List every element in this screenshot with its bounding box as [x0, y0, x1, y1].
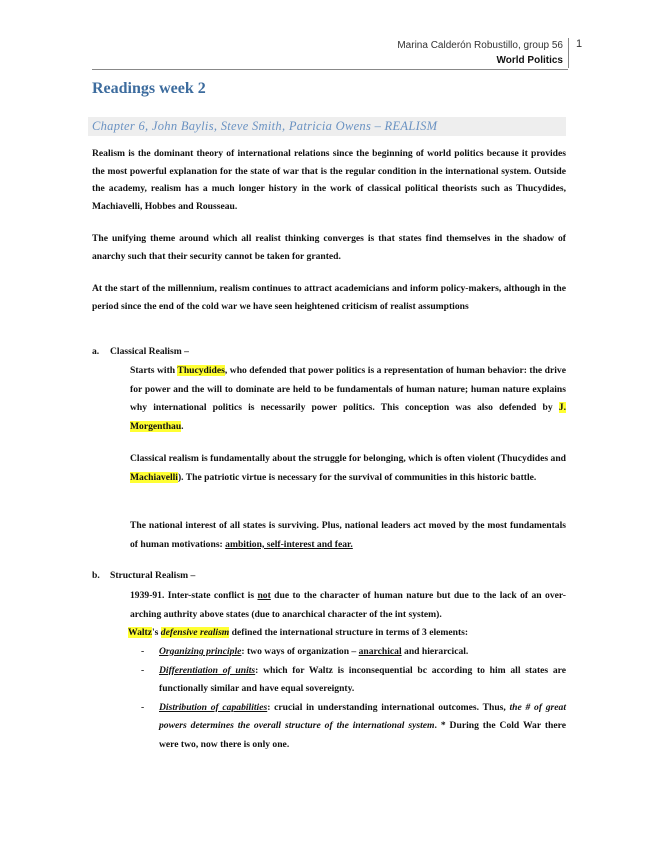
page-number: 1	[576, 38, 583, 50]
section-b-heading	[92, 570, 195, 581]
section-b-label: b.	[92, 570, 100, 581]
highlight-thucydides: Thucydides	[177, 365, 225, 376]
text-run: and hierarcical.	[401, 646, 469, 657]
text-run: due to the character of human nature but due to the lack of an over-arching authrity above states (due to anarchical character of the int system).	[130, 590, 566, 620]
text-run: : which for Waltz is inconsequential bc according to him all states are functionally similar and have equal sovereignty.	[159, 664, 566, 694]
text-run: defined the international structure in terms of 3 elements:	[229, 627, 469, 638]
paragraph-3: At the start of the millennium, realism continues to attract academicians and inform policy-makers, although in the period since the end of the cold war we have seen heightened criticism of realist assumptions	[92, 283, 566, 312]
classical-paragraph-1	[130, 362, 566, 436]
classical-paragraph-3	[130, 517, 566, 554]
text-run: 's	[151, 627, 161, 638]
section-a-label: a.	[92, 346, 100, 357]
section-a-title: Classical Realism –	[110, 346, 189, 357]
structural-line-1	[128, 587, 566, 624]
header-course: World Politics	[496, 55, 563, 66]
list-item-text	[159, 643, 566, 662]
text-run: : crucial in understanding international outcomes. Thus,	[267, 701, 510, 713]
paragraph-2: The unifying theme around which all realist thinking converges is that states find themselves in the shadow of anarchy such that their security cannot be taken for granted.	[92, 233, 566, 262]
highlight-waltz: Waltz	[128, 627, 152, 638]
italic-phrase: the # of great powers determines the overall structure of the international system	[159, 701, 566, 731]
list-item-text	[159, 699, 566, 755]
list-item-text	[159, 662, 566, 699]
text-run: 1939-91. Inter-state conflict is	[130, 590, 258, 601]
underlined-term: Organizing principle	[159, 646, 242, 657]
highlight-morgenthau: J. Morgenthau	[130, 402, 566, 432]
list-item	[141, 699, 566, 755]
highlight-machiavelli: Machiavelli	[130, 471, 178, 483]
list-item	[141, 662, 566, 699]
underlined-term: Differentiation of units	[159, 664, 256, 676]
underlined-not: not	[257, 590, 271, 601]
document-title: Readings week 2	[92, 80, 206, 97]
text-run: .	[181, 420, 184, 432]
list-dash: -	[141, 646, 145, 657]
highlight-defensive-realism: defensive realism	[160, 627, 230, 638]
section-b-title: Structural Realism –	[110, 570, 196, 581]
classical-paragraph-2	[130, 450, 566, 487]
text-run: . * During the Cold War there were two, now there is only one.	[159, 720, 566, 750]
chapter-heading-box	[88, 117, 566, 136]
text-run: Classical realism is fundamentally about the struggle for belonging, which is often violent (Thucydides and	[130, 453, 566, 464]
underlined-anarchical: anarchical	[358, 646, 402, 657]
underlined-term: Distribution of capabilities	[159, 701, 268, 713]
header-author: Marina Calderón Robustillo, group 56	[397, 40, 563, 51]
header-rule	[92, 69, 568, 70]
list-dash: -	[141, 701, 145, 713]
text-run: Starts with	[130, 365, 178, 376]
list-item	[141, 643, 566, 662]
chapter-heading: Chapter 6, John Baylis, Steve Smith, Patricia Owens – REALISM	[92, 119, 438, 133]
underlined-motivations: ambition, self-interest and fear.	[225, 538, 353, 550]
text-run: , who defended that power politics is a representation of human behavior: the drive for power and the will to dominate are held to be fundamentals of human nature; human nature explains why international politics is necessarily power politics. This conception was also defended by	[130, 365, 566, 413]
structural-paragraph	[128, 587, 566, 643]
text-run: ). The patriotic virtue is necessary for the survival of communities in this historic battle.	[177, 471, 537, 483]
text-run: : two ways of organization –	[241, 646, 359, 657]
running-header	[397, 38, 563, 68]
structural-elements-list	[141, 643, 566, 754]
section-a-heading	[92, 346, 189, 357]
structural-line-2	[128, 624, 566, 643]
header-divider	[568, 38, 569, 68]
text-run: The national interest of all states is surviving. Plus, national leaders act moved by the most fundamentals of human motivations:	[130, 520, 566, 550]
paragraph-1: Realism is the dominant theory of international relations since the beginning of world politics because it provides the most powerful explanation for the state of war that is the regular condition in the international system. Outside the academy, realism has a much longer history in the work of classical political theorists such as Thucydides, Machiavelli, Hobbes and Rousseau.	[92, 148, 566, 212]
list-dash: -	[141, 664, 145, 676]
